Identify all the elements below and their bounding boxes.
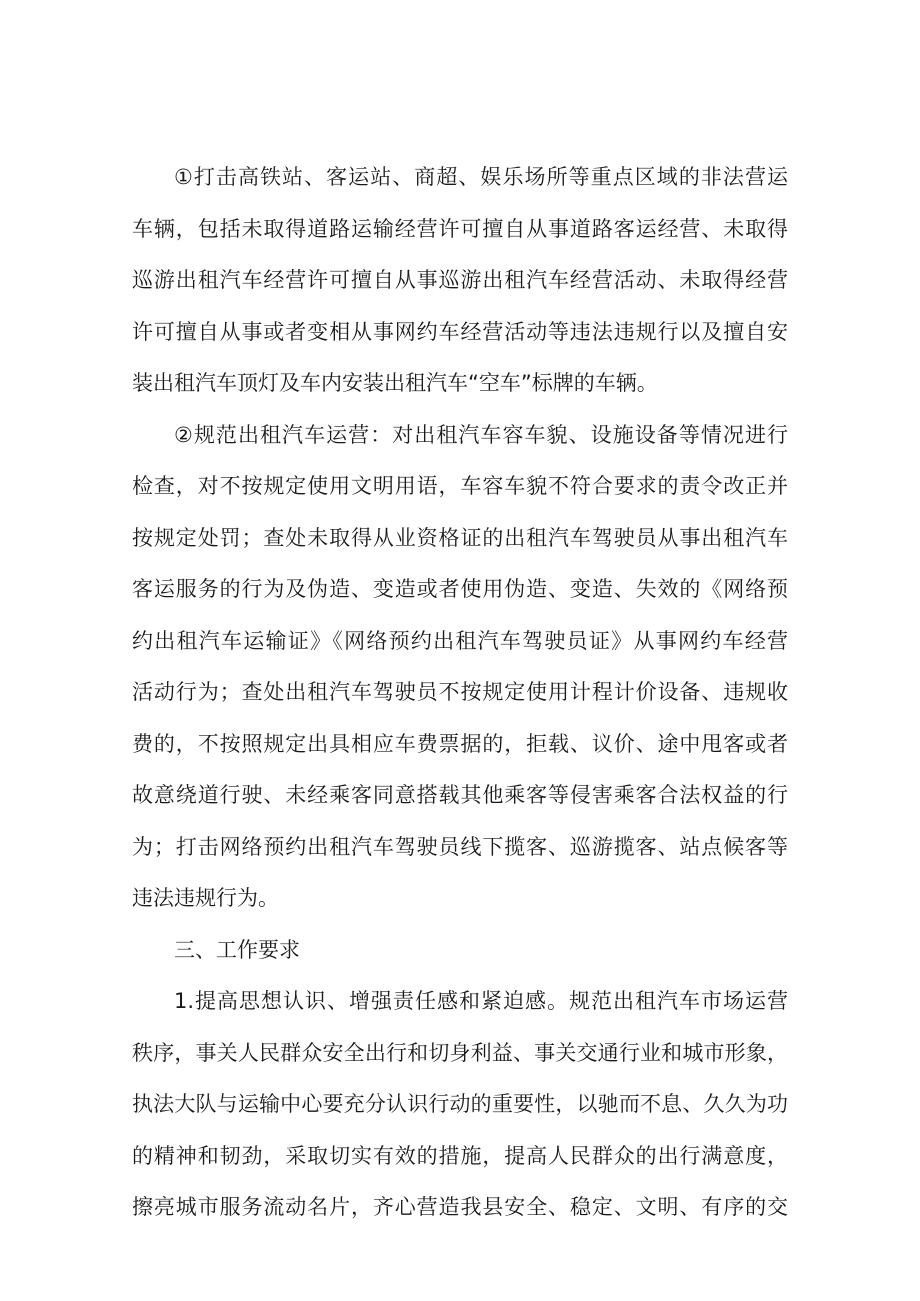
text-line: 巡游出租汽车经营许可擅自从事巡游出租汽车经营活动、未取得经营 [132, 268, 788, 292]
document-body [132, 152, 788, 1234]
text-line: 费的，不按照规定出具相应车费票据的，拒载、议价、途中甩客或者 [132, 731, 788, 756]
section-heading: 三、工作要求 [174, 937, 300, 962]
text-line: 按规定处罚；查处未取得从业资格证的出租汽车驾驶员从事出租汽车 [132, 525, 788, 550]
paragraph-taxi-regulation [132, 410, 788, 925]
text-line: 擦亮城市服务流动名片，齐心营造我县安全、稳定、文明、有序的交 [132, 1195, 788, 1219]
section-heading-work-requirements [132, 925, 788, 977]
text-line: 客运服务的行为及伪造、变造或者使用伪造、变造、失效的《网络预 [132, 577, 788, 601]
paragraph-raise-awareness [132, 976, 788, 1234]
paragraph-illegal-operation [132, 152, 788, 410]
text-line: 故意绕道行驶、未经乘客同意搭载其他乘客等侵害乘客合法权益的行 [132, 783, 788, 807]
text-line: 检查，对不按规定使用文明用语，车容车貌不符合要求的责令改正并 [132, 474, 788, 498]
text-line: ①打击高铁站、客运站、商超、娱乐场所等重点区域的非法营运 [174, 165, 788, 189]
text-line: ②规范出租汽车运营：对出租汽车容车貌、设施设备等情况进行 [174, 422, 788, 447]
text-line: 执法大队与运输中心要充分认识行动的重要性，以驰而不息、久久为功 [132, 1092, 788, 1116]
text-line: 1.提高思想认识、增强责任感和紧迫感。规范出租汽车市场运营 [174, 989, 788, 1013]
text-line: 约出租汽车运输证》《网络预约出租汽车驾驶员证》从事网约车经营 [132, 628, 788, 653]
text-line: 违法违规行为。 [132, 886, 279, 910]
text-line: 为；打击网络预约出租汽车驾驶员线下揽客、巡游揽客、站点候客等 [132, 834, 788, 859]
text-line: 许可擅自从事或者变相从事网约车经营活动等违法违规行以及擅自安 [132, 319, 788, 344]
text-line: 装出租汽车顶灯及车内安装出租汽车“空车”标牌的车辆。 [132, 371, 658, 395]
text-line: 秩序，事关人民群众安全出行和切身利益、事关交通行业和城市形象， [132, 1040, 788, 1065]
text-line: 活动行为；查处出租汽车驾驶员不按规定使用计程计价设备、违规收 [132, 680, 788, 704]
text-line: 的精神和韧劲，采取切实有效的措施，提高人民群众的出行满意度， [132, 1143, 788, 1168]
text-line: 车辆，包括未取得道路运输经营许可擅自从事道路客运经营、未取得 [132, 216, 788, 241]
